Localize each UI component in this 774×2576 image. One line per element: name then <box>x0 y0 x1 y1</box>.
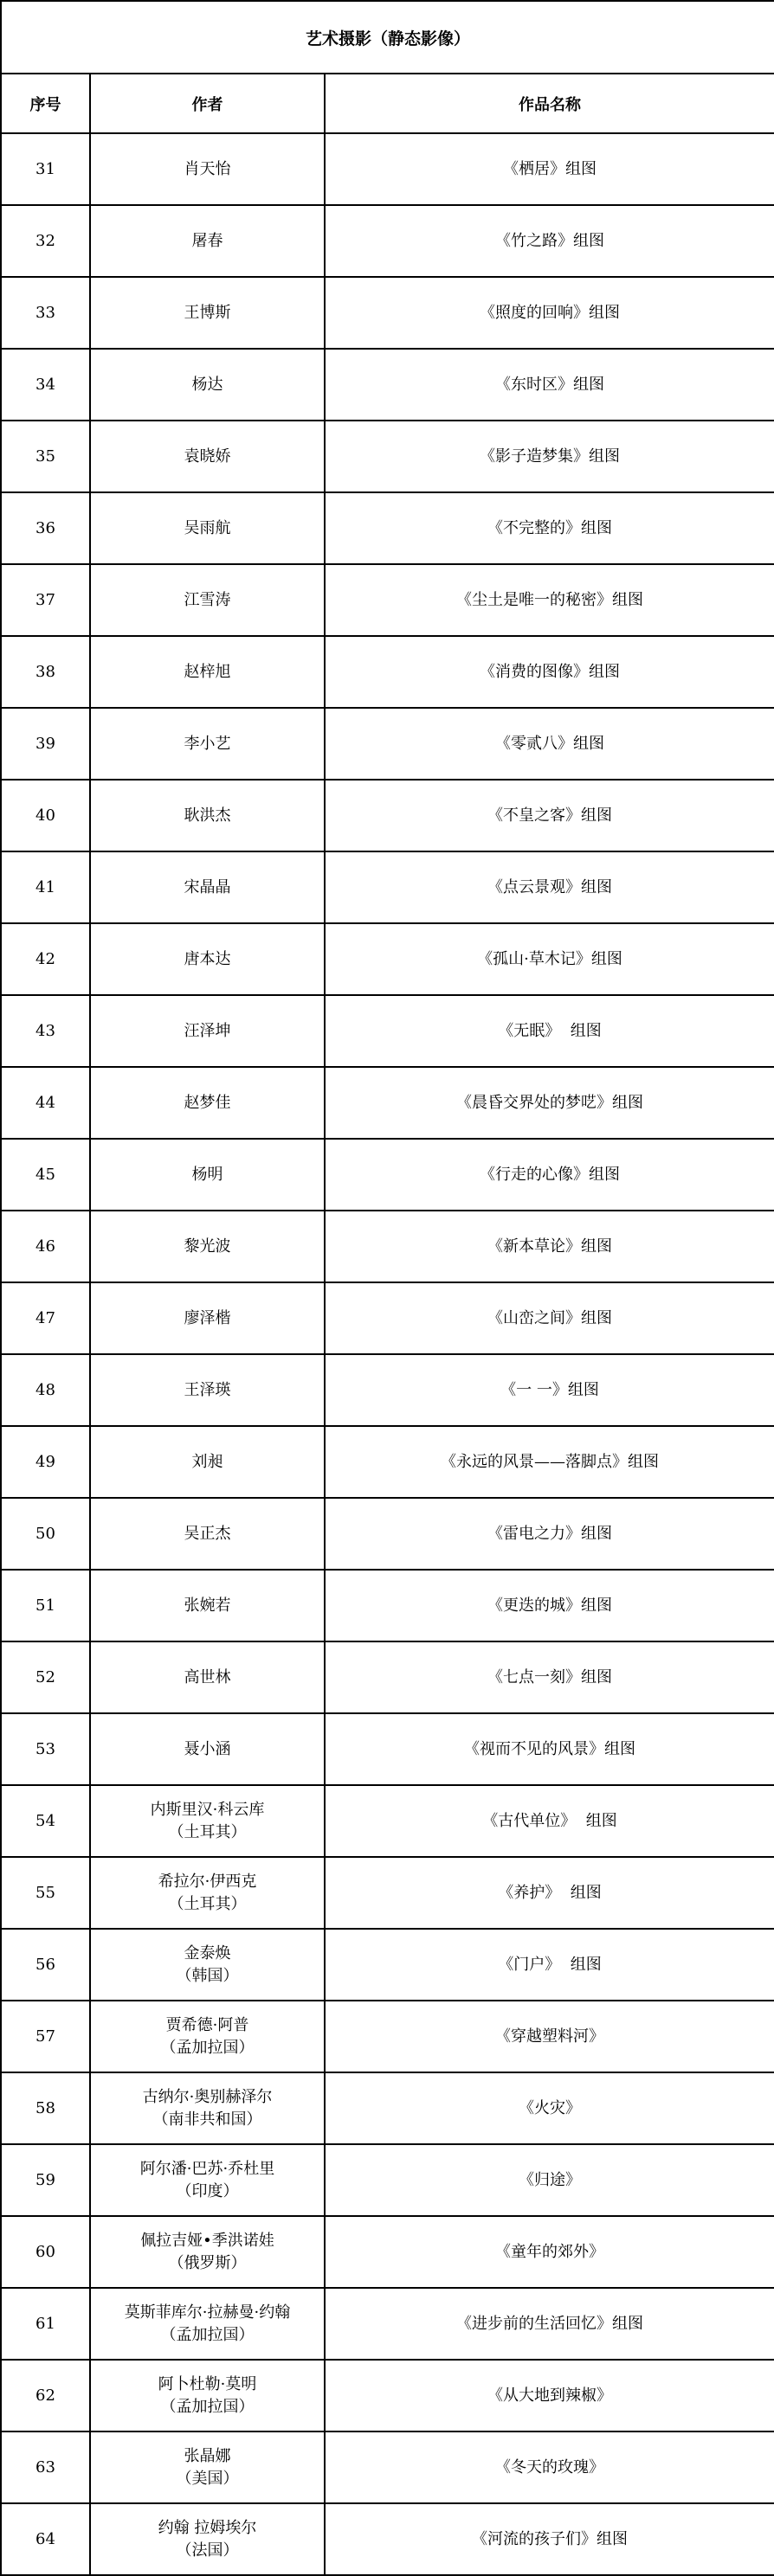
table-row <box>1 1785 774 1857</box>
author-name: 张晶娜 <box>184 2446 231 2465</box>
work-title: 《点云景观》组图 <box>487 877 612 896</box>
table-row <box>1 636 774 708</box>
author-name: 聂小涵 <box>184 1739 231 1758</box>
author-name: 耿洪杰 <box>184 806 231 825</box>
table-header-row <box>1 74 774 133</box>
author-name: 贾希德·阿普 <box>165 2015 249 2034</box>
row-number: 62 <box>1 2360 90 2431</box>
work-title: 《冬天的玫瑰》 <box>495 2457 604 2476</box>
work-title: 《无眠》 组图 <box>498 1021 602 1040</box>
table-row <box>1 277 774 349</box>
work-title: 《行走的心像》组图 <box>480 1165 620 1184</box>
row-number: 64 <box>1 2503 90 2575</box>
table-row <box>1 349 774 421</box>
work-title: 《更迭的城》组图 <box>487 1596 612 1615</box>
row-number: 57 <box>1 2001 90 2072</box>
row-work-title <box>325 708 774 780</box>
work-title: 《竹之路》组图 <box>495 231 604 250</box>
author-country: （孟加拉国） <box>160 2325 255 2344</box>
work-title: 《零贰八》组图 <box>495 734 604 753</box>
work-title: 《门户》 组图 <box>498 1955 602 1974</box>
row-work-title <box>325 2288 774 2360</box>
author-country: （韩国） <box>176 1966 239 1985</box>
header-number: 序号 <box>1 74 90 133</box>
author-name: 内斯里汉·科云库 <box>150 1800 265 1819</box>
row-number: 38 <box>1 636 90 708</box>
author-name: 赵梦佳 <box>184 1093 231 1112</box>
row-author <box>90 1139 325 1211</box>
row-number: 63 <box>1 2431 90 2503</box>
table-row <box>1 2431 774 2503</box>
work-title: 《归途》 <box>519 2170 581 2189</box>
row-author <box>90 564 325 636</box>
table-row <box>1 421 774 492</box>
row-work-title <box>325 349 774 421</box>
row-work-title <box>325 1067 774 1139</box>
author-country: （土耳其） <box>168 1822 247 1841</box>
row-work-title <box>325 205 774 277</box>
author-name: 屠春 <box>191 231 223 250</box>
table-row <box>1 133 774 205</box>
table-row <box>1 1139 774 1211</box>
row-work-title <box>325 1354 774 1426</box>
author-name: 袁晓娇 <box>184 446 231 466</box>
author-name: 王博斯 <box>184 303 231 322</box>
row-number: 47 <box>1 1282 90 1354</box>
author-name: 吴正杰 <box>184 1524 231 1543</box>
work-title: 《东时区》组图 <box>495 375 604 394</box>
row-author <box>90 1354 325 1426</box>
table-row <box>1 1211 774 1282</box>
row-number: 37 <box>1 564 90 636</box>
row-number: 52 <box>1 1641 90 1713</box>
row-number: 36 <box>1 492 90 564</box>
work-title: 《不皇之客》组图 <box>487 806 612 825</box>
row-author <box>90 1498 325 1570</box>
author-name: 王泽瑛 <box>184 1380 231 1399</box>
table-row <box>1 1570 774 1641</box>
work-title: 《穿越塑料河》 <box>495 2027 604 2046</box>
author-name: 阿尔潘·巴苏·乔杜里 <box>139 2159 275 2178</box>
row-number: 53 <box>1 1713 90 1785</box>
author-name: 汪泽坤 <box>184 1021 231 1040</box>
table-row <box>1 923 774 995</box>
row-number: 43 <box>1 995 90 1067</box>
row-work-title <box>325 1929 774 2001</box>
table-row <box>1 1929 774 2001</box>
row-work-title <box>325 1713 774 1785</box>
table-row <box>1 2144 774 2216</box>
author-name: 佩拉吉娅•季洪诺娃 <box>140 2231 274 2250</box>
row-work-title <box>325 421 774 492</box>
author-name: 李小艺 <box>184 734 231 753</box>
author-name: 莫斯菲库尔·拉赫曼·约翰 <box>124 2303 291 2322</box>
work-title: 《从大地到辣椒》 <box>487 2386 612 2405</box>
work-title: 《新本草论》组图 <box>487 1237 612 1256</box>
author-name: 吴雨航 <box>184 518 231 537</box>
work-title: 《雷电之力》组图 <box>487 1524 612 1543</box>
row-number: 32 <box>1 205 90 277</box>
row-work-title <box>325 2431 774 2503</box>
author-country: （南非共和国） <box>152 2110 262 2129</box>
author-country: （印度） <box>176 2181 239 2200</box>
work-title: 《河流的孩子们》组图 <box>472 2529 628 2548</box>
row-number: 51 <box>1 1570 90 1641</box>
row-author <box>90 923 325 995</box>
table-row <box>1 851 774 923</box>
row-author <box>90 995 325 1067</box>
row-author <box>90 1211 325 1282</box>
row-work-title <box>325 2001 774 2072</box>
row-number: 48 <box>1 1354 90 1426</box>
table-row <box>1 1426 774 1498</box>
row-work-title <box>325 780 774 851</box>
row-author <box>90 2216 325 2288</box>
row-number: 55 <box>1 1857 90 1929</box>
row-author <box>90 421 325 492</box>
row-author <box>90 1857 325 1929</box>
row-number: 61 <box>1 2288 90 2360</box>
table-row <box>1 1857 774 1929</box>
row-work-title <box>325 2360 774 2431</box>
row-number: 39 <box>1 708 90 780</box>
author-country: （美国） <box>176 2469 239 2488</box>
author-name: 张婉若 <box>184 1596 231 1615</box>
row-work-title <box>325 1570 774 1641</box>
row-author <box>90 2072 325 2144</box>
author-name: 阿卜杜勒·莫明 <box>158 2374 257 2393</box>
author-name: 希拉尔·伊西克 <box>158 1872 257 1891</box>
table-row <box>1 1282 774 1354</box>
row-author <box>90 2503 325 2575</box>
work-title: 《永远的风景——落脚点》组图 <box>441 1452 659 1471</box>
author-name: 杨达 <box>191 375 223 394</box>
author-country: （法国） <box>176 2541 239 2560</box>
work-title: 《进步前的生活回忆》组图 <box>456 2314 643 2333</box>
table-row <box>1 1498 774 1570</box>
table-row <box>1 995 774 1067</box>
work-title: 《影子造梦集》组图 <box>480 446 620 466</box>
work-title: 《孤山·草木记》组图 <box>477 949 622 968</box>
work-title: 《山峦之间》组图 <box>487 1308 612 1327</box>
row-number: 40 <box>1 780 90 851</box>
row-work-title <box>325 492 774 564</box>
table-row <box>1 2216 774 2288</box>
table-row <box>1 1641 774 1713</box>
work-title: 《视而不见的风景》组图 <box>464 1739 635 1758</box>
work-title: 《消费的图像》组图 <box>480 662 620 681</box>
row-number: 44 <box>1 1067 90 1139</box>
row-author <box>90 1282 325 1354</box>
row-author <box>90 1785 325 1857</box>
row-author <box>90 1713 325 1785</box>
table-row <box>1 1067 774 1139</box>
row-number: 41 <box>1 851 90 923</box>
row-author <box>90 492 325 564</box>
row-work-title <box>325 564 774 636</box>
row-author <box>90 205 325 277</box>
author-country: （孟加拉国） <box>160 2038 255 2057</box>
author-name: 肖天怡 <box>184 159 231 178</box>
row-work-title <box>325 995 774 1067</box>
row-author <box>90 708 325 780</box>
author-name: 唐本达 <box>184 949 231 968</box>
work-title: 《尘土是唯一的秘密》组图 <box>456 590 643 609</box>
author-country: （俄罗斯） <box>168 2253 247 2272</box>
table-row <box>1 1713 774 1785</box>
row-work-title <box>325 1785 774 1857</box>
author-name: 黎光波 <box>184 1237 231 1256</box>
author-country: （土耳其） <box>168 1894 247 1913</box>
table-row <box>1 2503 774 2575</box>
author-name: 廖泽楷 <box>184 1308 231 1327</box>
row-number: 56 <box>1 1929 90 2001</box>
row-work-title <box>325 923 774 995</box>
row-work-title <box>325 1641 774 1713</box>
work-title: 《不完整的》组图 <box>487 518 612 537</box>
row-number: 49 <box>1 1426 90 1498</box>
author-name: 赵梓旭 <box>184 662 231 681</box>
table-body <box>1 133 774 2575</box>
row-author <box>90 851 325 923</box>
row-author <box>90 277 325 349</box>
row-author <box>90 2001 325 2072</box>
row-author <box>90 2431 325 2503</box>
row-author <box>90 1641 325 1713</box>
row-number: 34 <box>1 349 90 421</box>
author-name: 江雪涛 <box>184 590 231 609</box>
row-author <box>90 2288 325 2360</box>
row-number: 54 <box>1 1785 90 1857</box>
table-row <box>1 2360 774 2431</box>
row-author <box>90 1067 325 1139</box>
row-work-title <box>325 277 774 349</box>
table-row <box>1 2288 774 2360</box>
row-number: 42 <box>1 923 90 995</box>
row-number: 35 <box>1 421 90 492</box>
table-title-row <box>1 1 774 74</box>
row-work-title <box>325 2503 774 2575</box>
table-title: 艺术摄影（静态影像） <box>1 1 774 74</box>
row-author <box>90 349 325 421</box>
row-author <box>90 2360 325 2431</box>
row-author <box>90 2144 325 2216</box>
row-number: 59 <box>1 2144 90 2216</box>
row-work-title <box>325 1211 774 1282</box>
work-title: 《栖居》组图 <box>503 159 597 178</box>
author-name: 古纳尔·奥别赫泽尔 <box>142 2087 273 2106</box>
work-title: 《七点一刻》组图 <box>487 1667 612 1686</box>
row-work-title <box>325 2072 774 2144</box>
row-author <box>90 780 325 851</box>
row-number: 46 <box>1 1211 90 1282</box>
header-author: 作者 <box>90 74 325 133</box>
author-name: 约翰 拉姆埃尔 <box>158 2518 257 2537</box>
row-number: 45 <box>1 1139 90 1211</box>
author-name: 金泰焕 <box>184 1943 231 1963</box>
row-work-title <box>325 1139 774 1211</box>
row-number: 33 <box>1 277 90 349</box>
work-title: 《火灾》 <box>519 2098 581 2117</box>
table-row <box>1 205 774 277</box>
row-work-title <box>325 1498 774 1570</box>
row-work-title <box>325 1857 774 1929</box>
header-work: 作品名称 <box>325 74 774 133</box>
table-row <box>1 2072 774 2144</box>
row-number: 50 <box>1 1498 90 1570</box>
table-row <box>1 1354 774 1426</box>
row-author <box>90 1570 325 1641</box>
row-number: 60 <box>1 2216 90 2288</box>
work-title: 《一 一》组图 <box>500 1380 599 1399</box>
table-row <box>1 492 774 564</box>
work-title: 《古代单位》 组图 <box>482 1811 617 1830</box>
row-number: 58 <box>1 2072 90 2144</box>
row-author <box>90 133 325 205</box>
author-name: 刘昶 <box>191 1452 223 1471</box>
table-row <box>1 780 774 851</box>
work-title: 《养护》 组图 <box>498 1883 602 1902</box>
author-country: （孟加拉国） <box>160 2397 255 2416</box>
row-work-title <box>325 133 774 205</box>
row-work-title <box>325 1282 774 1354</box>
row-number: 31 <box>1 133 90 205</box>
author-name: 高世林 <box>184 1667 231 1686</box>
row-author <box>90 1929 325 2001</box>
row-work-title <box>325 851 774 923</box>
work-title: 《童年的郊外》 <box>495 2242 604 2261</box>
row-work-title <box>325 1426 774 1498</box>
author-name: 宋晶晶 <box>184 877 231 896</box>
row-author <box>90 1426 325 1498</box>
row-author <box>90 636 325 708</box>
table-row <box>1 708 774 780</box>
author-name: 杨明 <box>191 1165 223 1184</box>
row-work-title <box>325 636 774 708</box>
row-work-title <box>325 2144 774 2216</box>
work-title: 《晨昏交界处的梦呓》组图 <box>456 1093 643 1112</box>
row-work-title <box>325 2216 774 2288</box>
table-row <box>1 2001 774 2072</box>
work-title: 《照度的回响》组图 <box>480 303 620 322</box>
table-row <box>1 564 774 636</box>
